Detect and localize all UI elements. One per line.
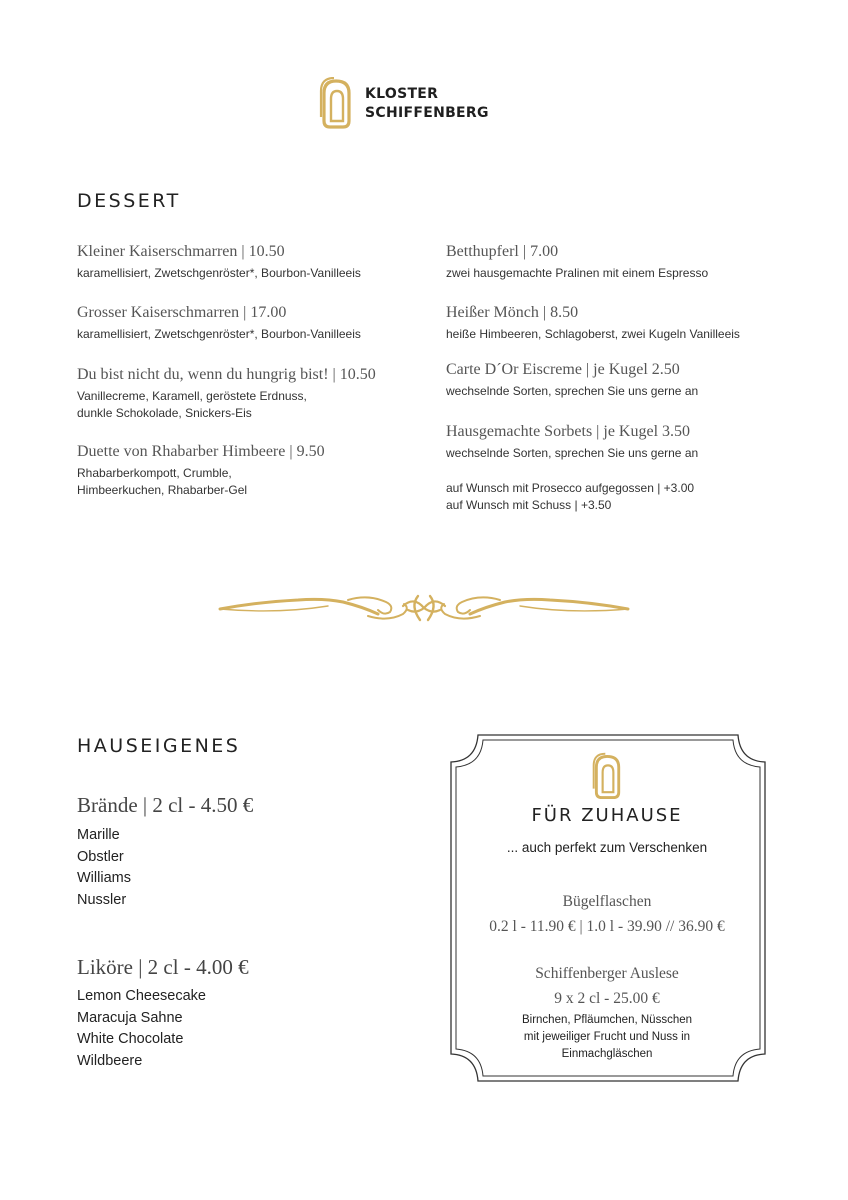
- logo: [318, 77, 498, 131]
- dessert-item-name: Hausgemachte Sorbets | je Kugel 3.50: [446, 423, 691, 440]
- list-item: White Chocolate: [77, 1031, 184, 1047]
- dessert-title: DESSERT: [77, 190, 181, 212]
- braende-heading: Brände | 2 cl - 4.50 €: [77, 793, 254, 817]
- list-item: Williams: [77, 870, 131, 886]
- gold-flourish-divider: [218, 588, 630, 628]
- braende-list: [77, 825, 131, 911]
- product-name: Bügelflaschen: [562, 893, 652, 910]
- dessert-item-name: Kleiner Kaiserschmarren | 10.50: [77, 243, 285, 260]
- product-price: 9 x 2 cl - 25.00 €: [554, 990, 660, 1007]
- dessert-extras: auf Wunsch mit Prosecco aufgegossen | +3.00 auf Wunsch mit Schuss | +3.50: [446, 481, 695, 512]
- arch-logo-icon: [318, 77, 356, 131]
- dessert-item: [77, 442, 325, 499]
- list-item: Maracuja Sahne: [77, 1009, 183, 1026]
- dessert-item: [77, 303, 361, 343]
- box-subtitle: ... auch perfekt zum Verschenken: [506, 840, 708, 855]
- logo-line-1: KLOSTER: [365, 86, 439, 102]
- list-item: Wildbeere: [77, 1052, 143, 1069]
- dessert-item-name: Heißer Mönch | 8.50: [446, 304, 579, 321]
- dessert-item: [446, 360, 698, 400]
- dessert-item: [446, 242, 708, 282]
- list-item: Marille: [77, 827, 120, 843]
- product-name: Schiffenberger Auslese: [535, 965, 679, 982]
- arch-logo-icon: [591, 752, 625, 802]
- dessert-item: [446, 303, 740, 343]
- box-title: FÜR ZUHAUSE: [531, 805, 683, 826]
- dessert-item: [446, 422, 698, 462]
- list-item: Lemon Cheesecake: [77, 988, 206, 1004]
- dessert-item-desc: wechselnde Sorten, sprechen Sie uns gerne an: [446, 384, 699, 398]
- list-item: Obstler: [77, 848, 124, 865]
- dessert-item-name: Du bist nicht du, wenn du hungrig bist! | 10.50: [77, 366, 376, 383]
- dessert-item-desc: wechselnde Sorten, sprechen Sie uns gerne an: [446, 446, 699, 460]
- list-item: Nussler: [77, 891, 127, 908]
- dessert-item-desc: Rhabarberkompott, Crumble, Himbeerkuchen, Rhabarber-Gel: [77, 466, 248, 497]
- likoere-list: [77, 986, 206, 1072]
- dessert-item-desc: karamellisiert, Zwetschgenröster*, Bourbon-Vanilleeis: [77, 327, 361, 341]
- hauseigenes-title: HAUSEIGENES: [77, 735, 241, 757]
- dessert-item-name: Carte D´Or Eiscreme | je Kugel 2.50: [446, 361, 680, 378]
- dessert-item-desc: heiße Himbeeren, Schlagoberst, zwei Kugeln Vanilleeis: [446, 327, 740, 341]
- dessert-item-desc: zwei hausgemachte Pralinen mit einem Espresso: [446, 266, 709, 280]
- dessert-item-name: Grosser Kaiserschmarren | 17.00: [77, 304, 287, 321]
- product-desc: Birnchen, Pfläumchen, Nüsschen mit jeweiliger Frucht und Nuss in Einmachgläschen: [521, 1014, 693, 1060]
- dessert-item-name: Betthupferl | 7.00: [446, 243, 559, 260]
- dessert-item: [77, 242, 361, 282]
- dessert-item-desc: Vanillecreme, Karamell, geröstete Erdnuss, dunkle Schokolade, Snickers-Eis: [77, 389, 307, 420]
- dessert-item: [77, 365, 376, 422]
- likoere-heading: Liköre | 2 cl - 4.00 €: [77, 955, 249, 979]
- dessert-item-name: Duette von Rhabarber Himbeere | 9.50: [77, 443, 325, 460]
- dessert-item-desc: karamellisiert, Zwetschgenröster*, Bourbon-Vanilleeis: [77, 266, 361, 280]
- logo-line-2: SCHIFFENBERG: [365, 105, 489, 121]
- product-price: 0.2 l - 11.90 € | 1.0 l - 39.90 // 36.90 €: [489, 918, 725, 935]
